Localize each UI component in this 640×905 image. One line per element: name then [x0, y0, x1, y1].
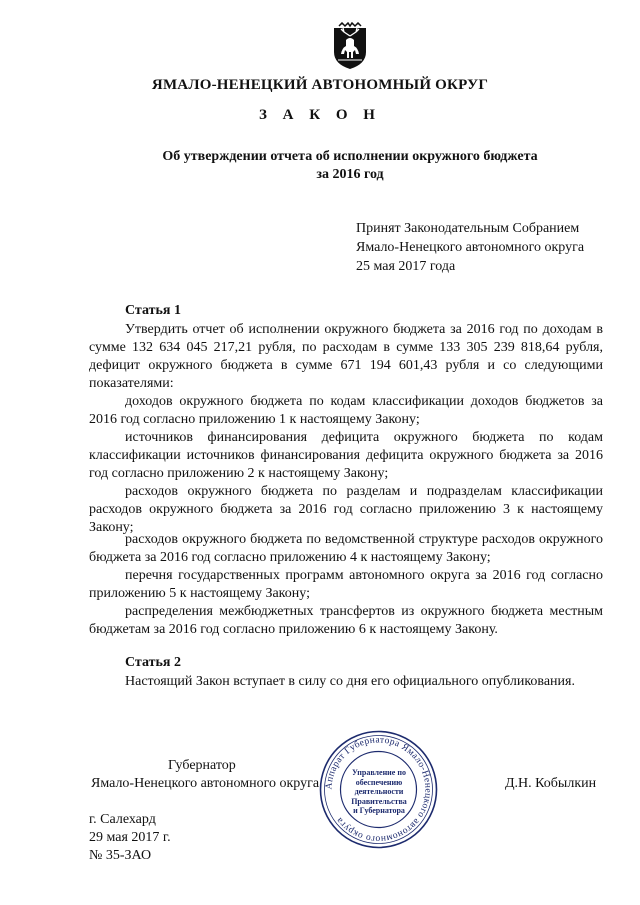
law-number: № 35-ЗАО: [89, 848, 152, 863]
adoption-note: [356, 219, 584, 276]
article-1-paragraph: Утвердить отчет об исполнении окружного бюджета за 2016 год по доходам в сумме 132 634 045 217,21 рубля, по расходам в сумме 133 305 239 818,64 рубля, дефицит окружного бюджета в сумме 671 194 601,43 рубля и со следующими показателями:: [89, 322, 603, 391]
article-1-paragraph: расходов окружного бюджета по разделам и подразделам классификации расходов окружного бюджета за 2016 год согласно приложению 3 к настоящему Закону;: [89, 484, 603, 535]
issue-city: г. Салехард: [89, 812, 156, 827]
article-1-paragraph: расходов окружного бюджета по ведомственной структуре расходов окружного бюджета за 2016 год согласно приложению 4 к настоящему Закону;: [89, 532, 603, 565]
law-subtitle-line1: Об утверждении отчета об исполнении окружного бюджета: [162, 149, 538, 164]
issue-date: 29 мая 2017 г.: [89, 830, 171, 845]
seal-center-line: обеспечению: [355, 777, 403, 787]
seal-center-text: [348, 768, 410, 816]
article-1-heading: Статья 1: [125, 303, 181, 318]
region-name: ЯМАЛО-НЕНЕЦКИЙ АВТОНОМНЫЙ ОКРУГ: [151, 77, 489, 93]
coat-of-arms-emblem: [330, 22, 370, 70]
signatory-title: Губернатор: [168, 758, 236, 773]
issue-details: [89, 811, 171, 865]
law-subtitle: [100, 148, 600, 184]
signatory-name: Д.Н. Кобылкин: [505, 776, 597, 791]
article-1-paragraph: доходов окружного бюджета по кодам классификации доходов бюджетов за 2016 год согласно приложению 1 к настоящему Закону;: [89, 394, 603, 427]
law-subtitle-line2: за 2016 год: [316, 167, 384, 182]
seal-center-line: и Губернатора: [353, 806, 405, 815]
adoption-line3: 25 мая 2017 года: [356, 259, 456, 274]
article-1-paragraph: распределения межбюджетных трансфертов из окружного бюджета местным бюджетам за 2016 год согласно приложению 6 к настоящему Закону.: [89, 604, 603, 637]
seal-center-line: Управление по: [352, 768, 406, 777]
adoption-line1: Принят Законодательным Собранием: [356, 221, 580, 236]
article-1-paragraph: источников финансирования дефицита окружного бюджета по кодам классификации источников финансирования дефицита окружного бюджета за 2016 год согласно приложению 2 к настоящему Закону;: [89, 430, 603, 481]
article-2-paragraph: Настоящий Закон вступает в силу со дня его официального опубликования.: [125, 674, 575, 689]
article-1-paragraph: перечня государственных программ автономного округа за 2016 год согласно приложению 5 к настоящему Закону;: [89, 568, 603, 601]
article-2-heading: Статья 2: [125, 655, 181, 670]
law-title: З А К О Н: [259, 107, 381, 123]
signatory-region: Ямало-Ненецкого автономного округа: [91, 776, 320, 791]
adoption-line2: Ямало-Ненецкого автономного округа: [356, 240, 585, 255]
seal-ring-text: Аппарат Губернатора Ямало-Ненецкого автономного округа: [324, 735, 433, 844]
seal-center-line: деятельности: [354, 787, 404, 796]
seal-center-line: Правительства: [351, 796, 407, 806]
